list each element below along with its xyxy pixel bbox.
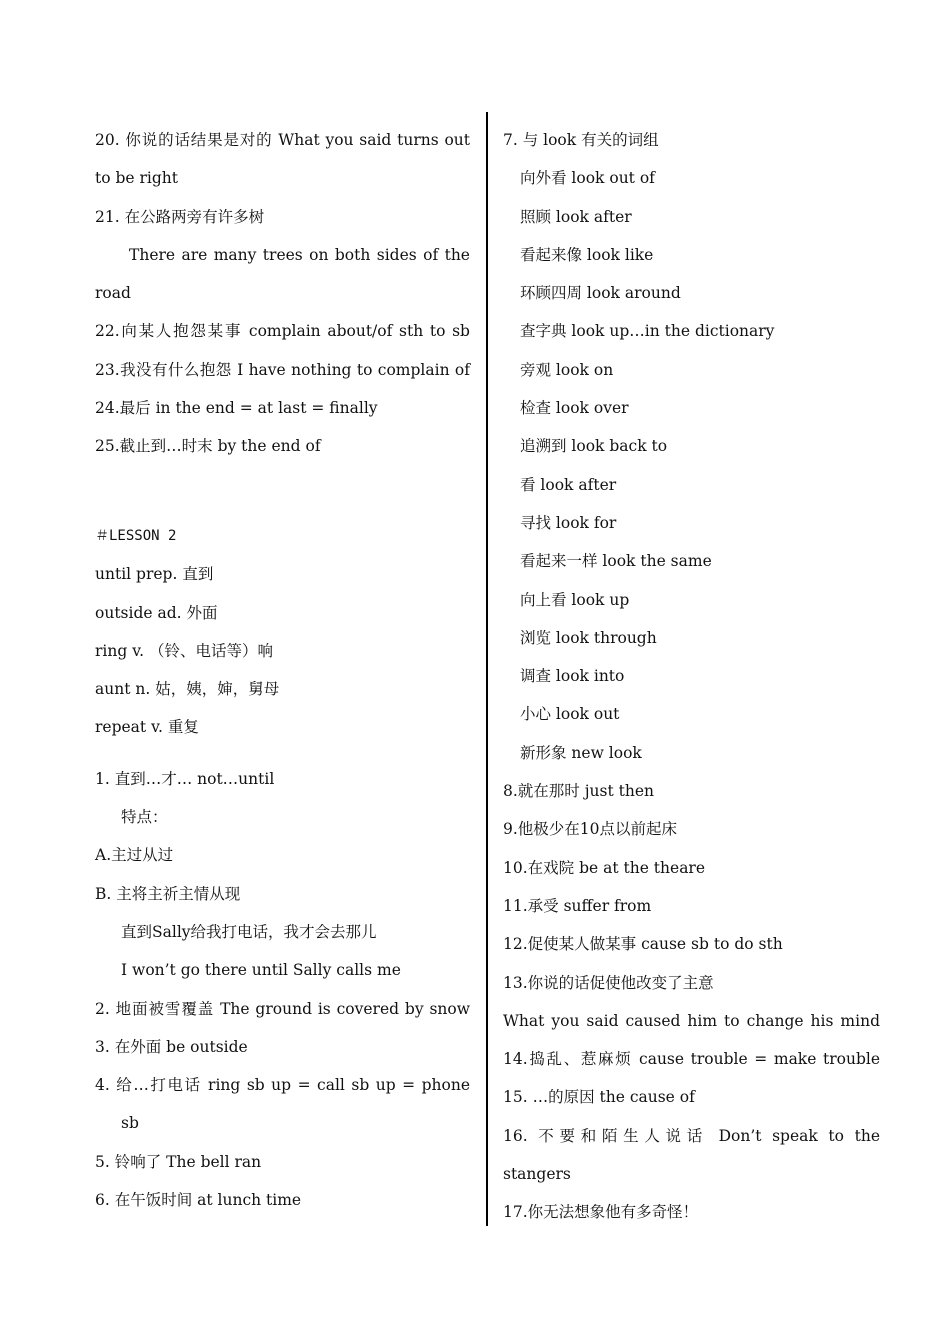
phrase-item: 新形象 new look — [520, 743, 642, 762]
text-line: 23.我没有什么抱怨 I have nothing to complain of — [95, 360, 470, 379]
phrase-item: 追溯到 look back to — [520, 437, 668, 456]
text-line: 4. 给…打电话 ring sb up = call sb up = phone — [95, 1076, 470, 1095]
text-line: 24.最后 in the end = at last = finally — [95, 399, 378, 418]
text-line: A.主过从过 — [95, 846, 174, 865]
text-line: 特点： — [121, 808, 168, 827]
text-line: 直到Sally给我打电话，我才会去那儿 — [121, 922, 377, 941]
text-line: to be right — [95, 169, 179, 188]
text-line: 6. 在午饭时间 at lunch time — [95, 1191, 302, 1210]
column-divider — [486, 112, 488, 1226]
text-line: 8.就在那时 just then — [503, 782, 654, 801]
text-line: 14.捣乱、惹麻烦 cause trouble = make trouble — [503, 1050, 880, 1069]
text-line: 16. 不要和陌生人说话 Don’t speak to the — [503, 1126, 880, 1145]
text-line: There are many trees on both sides of the — [129, 245, 470, 264]
phrase-item: 看起来像 look like — [520, 245, 654, 264]
text-line: I won’t go there until Sally calls me — [121, 961, 401, 980]
text-line: What you said caused him to change his mind — [503, 1011, 880, 1030]
vocab-item: aunt n. 姑，姨，婶，舅母 — [95, 680, 280, 699]
vocab-item: outside ad. 外面 — [95, 603, 218, 622]
phrase-item: 旁观 look on — [520, 360, 614, 379]
spacer — [95, 509, 470, 522]
left-column — [95, 126, 470, 1224]
text-line: B. 主将主祈主情从现 — [95, 884, 241, 903]
phrase-item: 向上看 look up — [520, 590, 630, 609]
text-line: stangers — [503, 1165, 571, 1184]
vocab-item: repeat v. 重复 — [95, 718, 199, 737]
phrase-item: 向外看 look out of — [520, 169, 655, 188]
phrase-item: 看 look after — [520, 475, 617, 494]
phrase-item: 浏览 look through — [520, 628, 657, 647]
phrase-item: 调查 look into — [520, 667, 625, 686]
section-heading: ＃LESSON 2 — [95, 527, 177, 544]
text-line: 11.承受 suffer from — [503, 896, 652, 915]
phrase-item: 小心 look out — [520, 705, 620, 724]
text-line: 1. 直到…才… not…until — [95, 769, 275, 788]
phrase-item: 检查 look over — [520, 399, 629, 418]
text-line: 20. 你说的话结果是对的 What you said turns out — [95, 131, 470, 149]
text-line: 25.截止到…时末 by the end of — [95, 437, 321, 456]
text-line: 12.促使某人做某事 cause sb to do sth — [503, 935, 783, 954]
phrase-item: 看起来一样 look the same — [520, 552, 712, 571]
right-column — [503, 126, 880, 1237]
text-line: 13.你说的话促使他改变了主意 — [503, 973, 714, 992]
vocab-item: ring v. （铃、电话等）响 — [95, 641, 273, 660]
spacer — [95, 471, 470, 509]
phrase-item: 寻找 look for — [520, 513, 617, 532]
phrase-item: 查字典 look up…in the dictionary — [520, 322, 775, 341]
text-line: 2. 地面被雪覆盖 The ground is covered by snow — [95, 999, 470, 1018]
text-line: 21. 在公路两旁有许多树 — [95, 207, 265, 226]
text-line: road — [95, 284, 131, 303]
text-line: 17.你无法想象他有多奇怪！ — [503, 1203, 699, 1222]
text-line: 22.向某人抱怨某事 complain about/of sth to sb — [95, 322, 470, 341]
phrase-item: 环顾四周 look around — [520, 284, 681, 303]
vocab-item: until prep. 直到 — [95, 565, 214, 584]
text-line: sb — [121, 1114, 139, 1133]
text-line: 7. 与 look 有关的词组 — [503, 131, 659, 149]
text-line: 9.他极少在10点以前起床 — [503, 820, 678, 839]
text-line: 15. …的原因 the cause of — [503, 1088, 695, 1107]
phrase-item: 照顾 look after — [520, 207, 632, 226]
text-line: 5. 铃响了 The bell ran — [95, 1152, 262, 1171]
spacer — [95, 752, 470, 765]
text-line: 3. 在外面 be outside — [95, 1037, 248, 1056]
text-line: 10.在戏院 be at the theare — [503, 858, 706, 877]
